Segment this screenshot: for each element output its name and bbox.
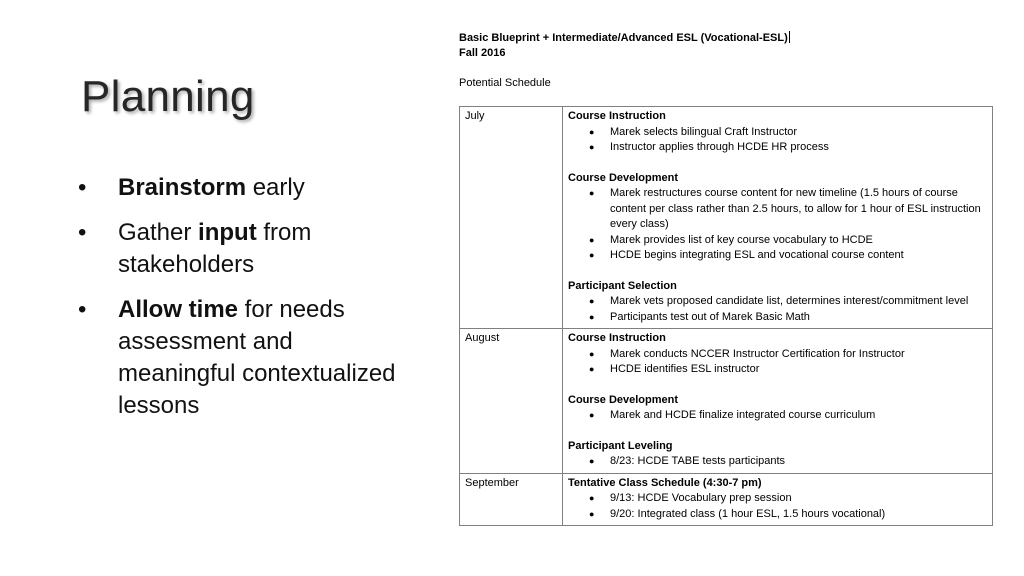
task-list	[568, 347, 987, 378]
list-item	[568, 362, 987, 378]
section-title: Participant Selection	[568, 279, 677, 292]
task-list	[568, 408, 987, 424]
task-list	[568, 454, 987, 470]
list-item-text: 9/20: Integrated class (1 hour ESL, 1.5 hours vocational)	[610, 507, 886, 520]
task-list	[568, 125, 987, 156]
document-subheading: Fall 2016	[459, 47, 506, 59]
bullet-bold-text: input	[198, 219, 257, 246]
list-item	[568, 248, 987, 264]
bullet-dot: •	[78, 296, 87, 323]
list-item-text: HCDE identifies ESL instructor	[610, 363, 760, 375]
list-item	[568, 140, 987, 156]
list-item	[568, 408, 987, 424]
bullet-dot: ●	[589, 296, 595, 306]
table-row	[460, 473, 993, 526]
section-title: Course Development	[568, 171, 679, 184]
bullet-dot: ●	[589, 348, 595, 359]
bullet-text: for needs assessment and meaningful contextualized lessons	[118, 296, 396, 419]
list-item-text: Marek vets proposed candidate list, determines interest/commitment level	[610, 295, 969, 307]
table-row	[460, 107, 993, 329]
bullet-dot: ●	[589, 311, 595, 322]
bullet-dot: ●	[589, 508, 595, 519]
page-title: Planning	[81, 72, 255, 121]
list-item	[568, 294, 987, 310]
spacer	[568, 424, 987, 439]
text-cursor	[789, 31, 790, 43]
bullet-dot: ●	[589, 126, 595, 137]
bullet-dot: ●	[589, 364, 595, 374]
bullet-dot: •	[78, 219, 87, 246]
list-item	[568, 186, 987, 233]
list-item	[568, 233, 987, 249]
spacer	[568, 378, 987, 393]
document-image	[459, 27, 999, 547]
section-title: Participant Leveling	[568, 439, 673, 452]
list-item	[568, 125, 987, 141]
bullet-item	[78, 217, 408, 281]
month-cell: August	[460, 329, 563, 474]
tasks-cell	[563, 107, 993, 329]
table-row	[460, 329, 993, 474]
task-list	[568, 294, 987, 325]
bullet-item	[78, 172, 408, 204]
bullet-dot: ●	[589, 410, 595, 420]
tasks-cell	[563, 329, 993, 474]
bullet-list	[78, 172, 408, 435]
list-item-text: Marek selects bilingual Craft Instructor	[610, 125, 798, 138]
list-item-text: Marek provides list of key course vocabulary to HCDE	[610, 233, 873, 246]
list-item-text: 8/23: HCDE TABE tests participants	[610, 455, 786, 467]
bullet-text: Gather	[118, 219, 199, 246]
bullet-dot: ●	[589, 250, 595, 260]
bullet-dot: •	[78, 174, 87, 201]
task-list	[568, 186, 987, 264]
section-title: Course Instruction	[568, 110, 666, 122]
bullet-bold-text: Allow time	[118, 296, 239, 323]
bullet-dot: ●	[589, 493, 595, 503]
list-item	[568, 507, 987, 523]
task-list	[568, 491, 987, 522]
month-cell: September	[460, 473, 563, 526]
list-item-text: Participants test out of Marek Basic Math	[610, 310, 810, 323]
spacer	[568, 264, 987, 279]
document-heading	[459, 31, 790, 44]
document-heading-text: Basic Blueprint + Intermediate/Advanced ESL (Vocational-ESL)	[459, 32, 788, 44]
list-item	[568, 310, 987, 326]
list-item-text: HCDE begins integrating ESL and vocational course content	[610, 249, 904, 261]
bullet-item	[78, 294, 408, 422]
spacer	[568, 156, 987, 171]
list-item-text: Instructor applies through HCDE HR process	[610, 141, 829, 153]
list-item	[568, 491, 987, 507]
bullet-dot: ●	[589, 456, 595, 466]
tasks-cell	[563, 473, 993, 526]
list-item	[568, 454, 987, 470]
bullet-dot: ●	[589, 188, 595, 198]
list-item-text: Marek conducts NCCER Instructor Certification for Instructor	[610, 347, 905, 360]
bullet-text: early	[246, 174, 305, 201]
schedule-table-body	[460, 107, 993, 526]
section-title: Tentative Class Schedule (4:30-7 pm)	[568, 476, 762, 489]
schedule-table	[459, 106, 993, 526]
list-item-text: Marek restructures course content for new timeline (1.5 hours of course content per class rather than 2.5 hours, to allow for 1 hour of ESL instruction every class)	[610, 187, 981, 230]
list-item-text: Marek and HCDE finalize integrated course curriculum	[610, 409, 876, 421]
bullet-dot: ●	[589, 234, 595, 245]
month-cell: July	[460, 107, 563, 329]
list-item-text: 9/13: HCDE Vocabulary prep session	[610, 492, 792, 504]
section-title: Course Instruction	[568, 332, 666, 344]
bullet-bold-text: Brainstorm	[118, 174, 247, 201]
bullet-dot: ●	[589, 142, 595, 152]
bullet-text: from stakeholders	[118, 219, 312, 278]
list-item	[568, 347, 987, 363]
section-label: Potential Schedule	[459, 77, 551, 89]
section-title: Course Development	[568, 393, 679, 406]
